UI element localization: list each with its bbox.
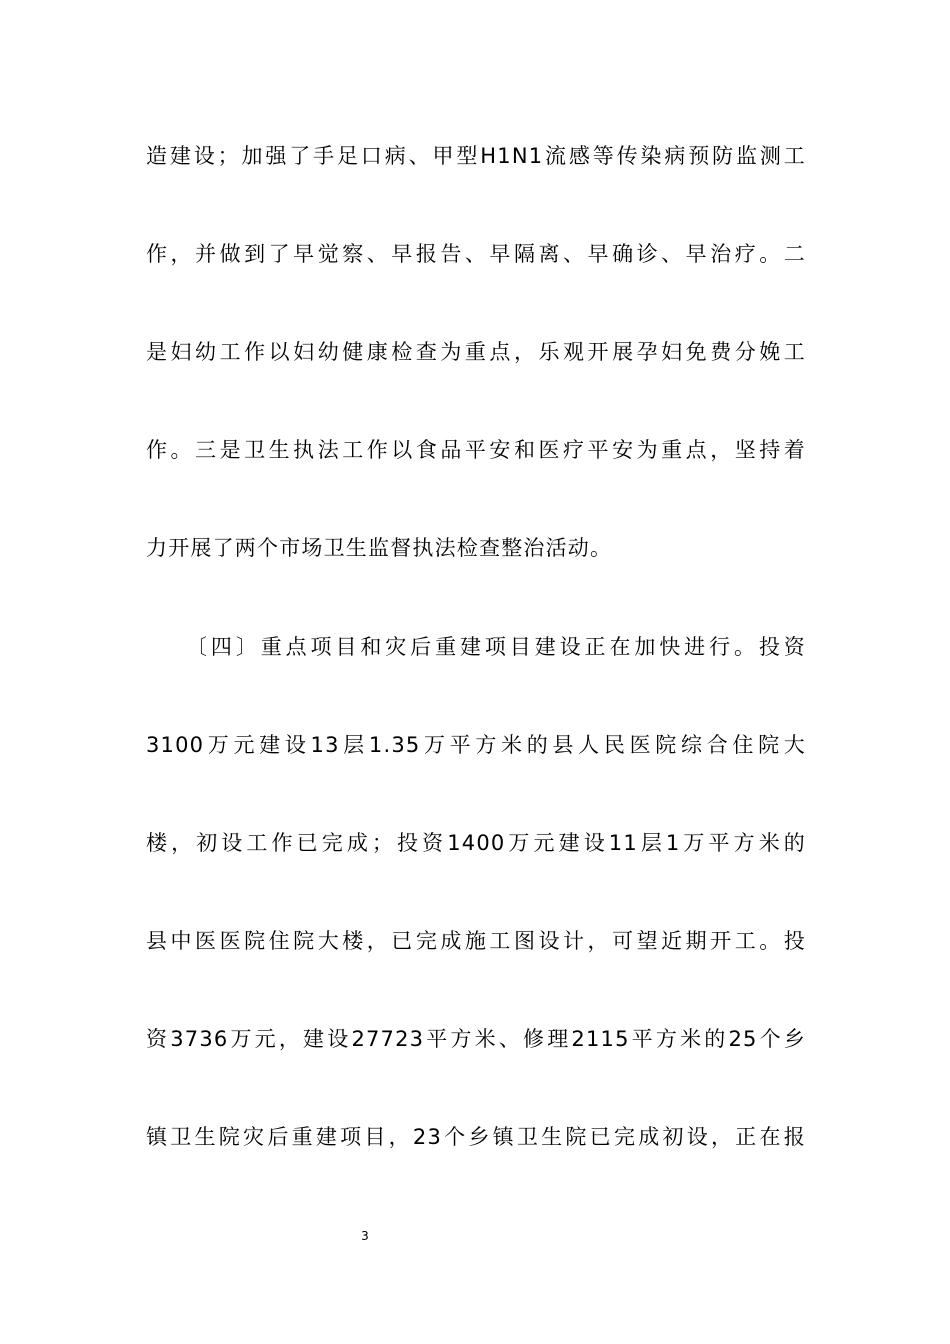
text-line-7: 3100万元建设13层1.35万平方米的县人民医院综合住院大: [146, 733, 806, 757]
text-line-5: 力开展了两个市场卫生监督执法检查整治活动。: [146, 536, 613, 560]
text-line-3: 是妇幼工作以妇幼健康检查为重点，乐观开展孕妇免费分娩工: [146, 340, 806, 364]
text-line-11: 镇卫生院灾后重建项目，23个乡镇卫生院已完成初设，正在报: [146, 1125, 806, 1149]
text-line-9: 县中医医院住院大楼，已完成施工图设计，可望近期开工。投: [146, 929, 806, 953]
text-line-6: 〔四〕重点项目和灾后重建项目建设正在加快进行。投资: [186, 635, 806, 659]
text-line-10: 资3736万元，建设27723平方米、修理2115平方米的25个乡: [146, 1027, 806, 1051]
page-number: 3: [361, 1229, 369, 1243]
text-line-2: 作，并做到了早觉察、早报告、早隔离、早确诊、早治疗。二: [146, 242, 806, 266]
text-line-8: 楼，初设工作已完成；投资1400万元建设11层1万平方米的: [146, 831, 806, 855]
text-line-4: 作。三是卫生执法工作以食品平安和医疗平安为重点，坚持着: [146, 438, 806, 462]
text-line-1: 造建设；加强了手足口病、甲型H1N1流感等传染病预防监测工: [146, 144, 806, 168]
